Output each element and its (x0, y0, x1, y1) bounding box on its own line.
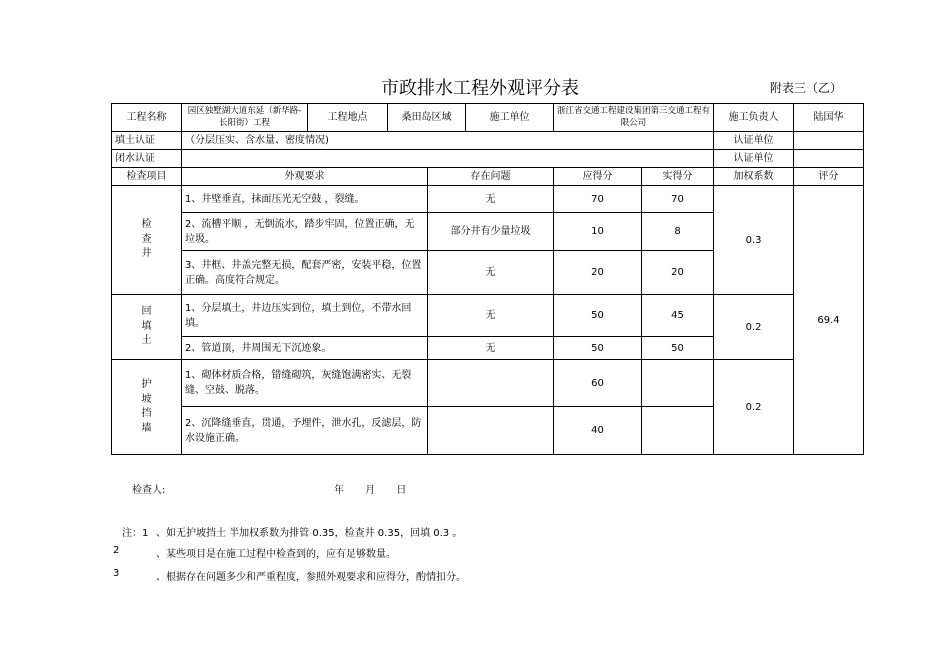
weight-cell: 0.2 (714, 295, 794, 360)
water-cert-unit-label: 认证单位 (714, 150, 794, 168)
col-weight: 加权系数 (714, 168, 794, 186)
issue-cell: 无 (428, 295, 554, 337)
date-label: 年 月 日 (334, 485, 407, 496)
fill-cert-unit-label: 认证单位 (714, 132, 794, 150)
fill-cert-value: （分层压实、含水量、密度情况) (182, 132, 714, 150)
actual-score-cell: 50 (642, 337, 714, 360)
water-cert-row (112, 150, 864, 168)
requirement-cell: 2、管道顶，井周围无下沉迹象。 (182, 337, 428, 360)
weight-cell: 0.3 (714, 186, 794, 295)
actual-score-cell: 70 (642, 186, 714, 213)
manager-value: 陆国华 (794, 104, 864, 132)
project-name-label: 工程名称 (112, 104, 182, 132)
water-cert-value (182, 150, 714, 168)
group-label-inspection-well: 检 查 井 (112, 186, 182, 295)
weight-cell: 0.2 (714, 360, 794, 455)
inspector-label: 检查人: (132, 485, 166, 496)
group-label-backfill: 回 填 土 (112, 295, 182, 360)
due-score-cell: 40 (554, 407, 642, 455)
note-2-number: 2 (113, 545, 120, 556)
issue-cell: 无 (428, 251, 554, 295)
actual-score-cell: 20 (642, 251, 714, 295)
note-1-text: 、如无护坡挡土 半加权系数为排管 0.35，检查井 0.35，回填 0.3 。 (156, 528, 463, 539)
actual-score-cell: 8 (642, 213, 714, 251)
score-table (111, 103, 864, 455)
contractor-label: 施工单位 (466, 104, 554, 132)
issue-cell: 部分井有少量垃圾 (428, 213, 554, 251)
table-row (112, 186, 864, 213)
actual-score-cell: 45 (642, 295, 714, 337)
col-due-score: 应得分 (554, 168, 642, 186)
note-3-text: 、根据存在问题多少和严重程度，参照外观要求和应得分，酌情扣分。 (156, 572, 466, 583)
appendix-label: 附表三（乙） (770, 81, 843, 95)
note-3-number: 3 (113, 568, 120, 579)
fill-cert-unit-value (794, 132, 864, 150)
location-label: 工程地点 (308, 104, 388, 132)
issue-cell: 无 (428, 186, 554, 213)
total-score-cell: 69.4 (794, 186, 864, 455)
note-1-number: 注：1 (122, 528, 149, 539)
due-score-cell: 50 (554, 337, 642, 360)
group-label-slope-wall: 护 坡 挡 墙 (112, 360, 182, 455)
water-cert-unit-value (794, 150, 864, 168)
note-2-text: 、某些项目是在施工过程中检查到的，应有足够数量。 (156, 549, 396, 560)
due-score-cell: 50 (554, 295, 642, 337)
table-row (112, 360, 864, 407)
header-row (112, 104, 864, 132)
table-row (112, 295, 864, 337)
col-issue: 存在问题 (428, 168, 554, 186)
due-score-cell: 70 (554, 186, 642, 213)
issue-cell (428, 360, 554, 407)
requirement-cell: 1、砌体材质合格，错缝砌筑，灰缝饱满密实、无裂缝、空鼓、脱落。 (182, 360, 428, 407)
actual-score-cell (642, 360, 714, 407)
column-header-row (112, 168, 864, 186)
location-value: 桑田岛区域 (388, 104, 466, 132)
fill-cert-label: 填土认证 (112, 132, 182, 150)
col-check-item: 检查项目 (112, 168, 182, 186)
due-score-cell: 10 (554, 213, 642, 251)
requirement-cell: 3、井框、井盖完整无损，配套严密，安装平稳，位置正确。高度符合规定。 (182, 251, 428, 295)
project-name-value: 园区独墅湖大道东延（新华路-长阳街）工程 (182, 104, 308, 132)
col-score: 评分 (794, 168, 864, 186)
requirement-cell: 2、流槽平顺 ，无倒流水，踏步牢固，位置正确，无垃圾。 (182, 213, 428, 251)
manager-label: 施工负责人 (714, 104, 794, 132)
requirement-cell: 1、井壁垂直，抹面压光无空鼓 ，裂缝。 (182, 186, 428, 213)
due-score-cell: 60 (554, 360, 642, 407)
fill-cert-row (112, 132, 864, 150)
actual-score-cell (642, 407, 714, 455)
col-requirement: 外观要求 (182, 168, 428, 186)
requirement-cell: 2、沉降缝垂直，贯通，予埋件，泄水孔，反滤层，防水设施正确。 (182, 407, 428, 455)
col-actual-score: 实得分 (642, 168, 714, 186)
contractor-value: 浙江省交通工程建设集团第三交通工程有限公司 (554, 104, 714, 132)
water-cert-label: 闭水认证 (112, 150, 182, 168)
due-score-cell: 20 (554, 251, 642, 295)
issue-cell: 无 (428, 337, 554, 360)
requirement-cell: 1、分层填土，井边压实到位，填土到位，不带水回填。 (182, 295, 428, 337)
page-title: 市政排水工程外观评分表 (381, 78, 579, 99)
issue-cell (428, 407, 554, 455)
